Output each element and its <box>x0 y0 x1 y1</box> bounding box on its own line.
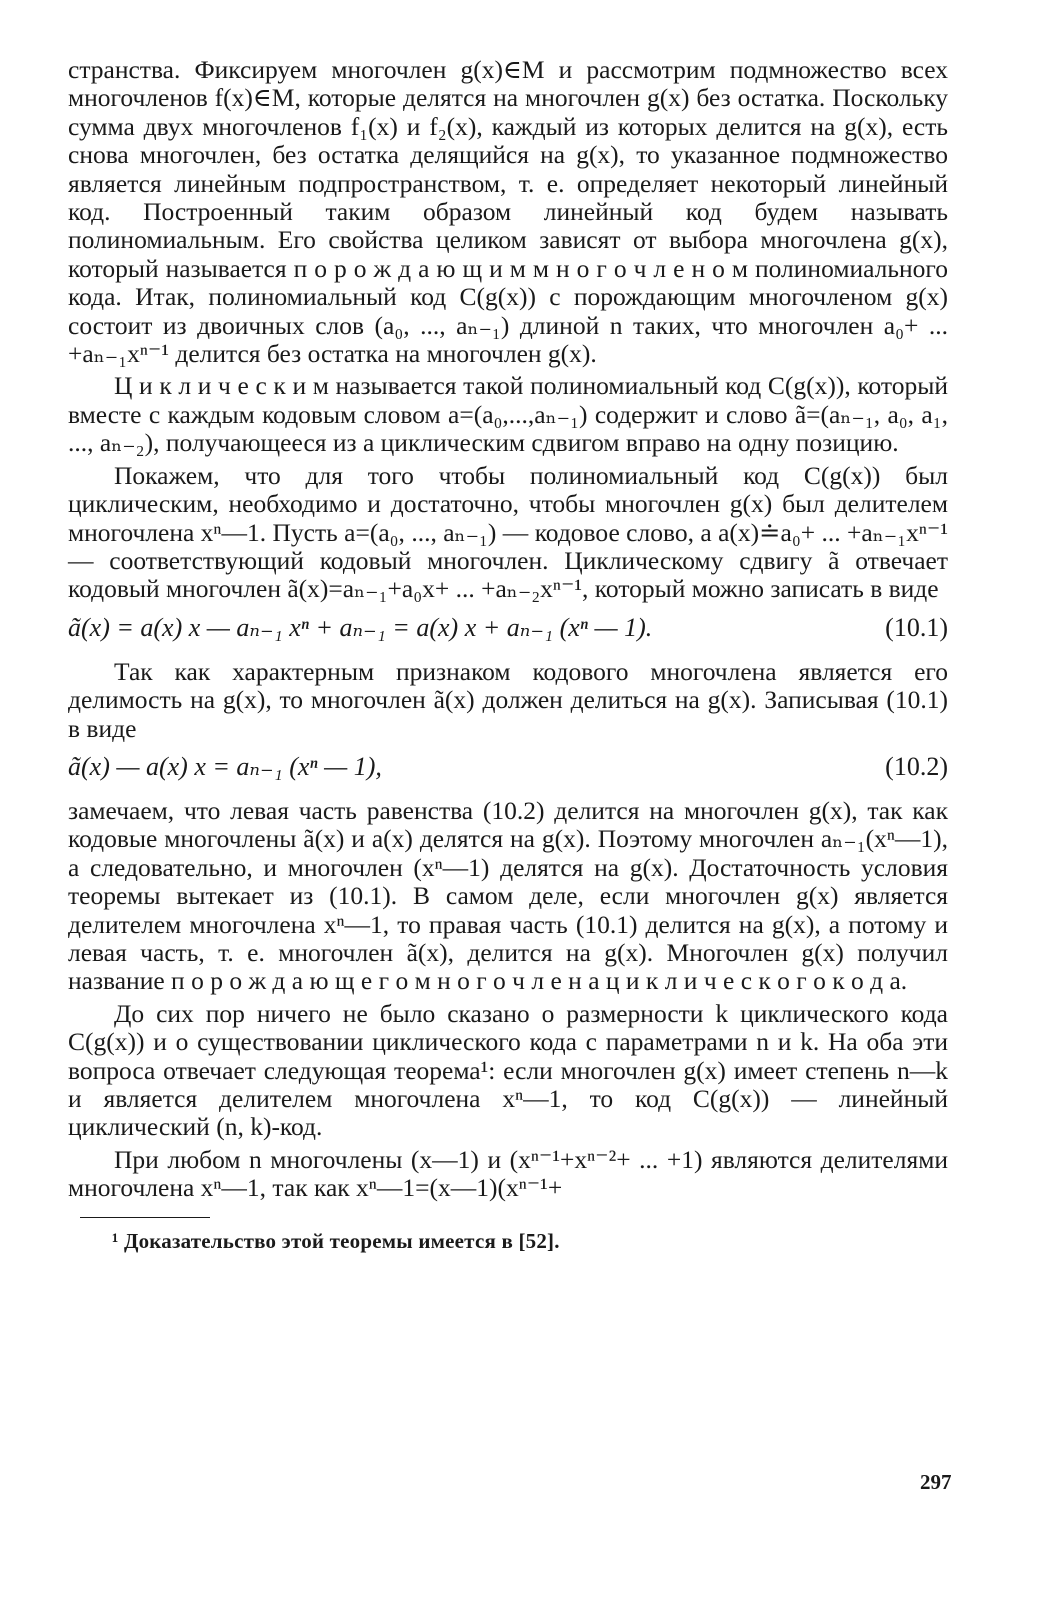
paragraph-4: Так как характерным признаком кодового многочлена является его делимость на g(x), то многочлен ã(x) должен делиться на g(x). Записывая (10.1) в виде <box>68 656 948 743</box>
paragraph-5: замечаем, что левая часть равенства (10.2) делится на многочлен g(x), так как кодовые многочлены ã(x) и a(x) делятся на g(x). Поэтому многочлен aₙ₋₁(xⁿ—1), а следовательно, и многочлен (xⁿ—1) делятся на g(x). Достаточность условия теоремы вытекает из (10.1). В самом деле, если многочлен g(x) является делителем многочлена xⁿ—1, то правая часть (10.1) делится на g(x), а потому и левая часть, т. е. многочлен ã(x), делится на g(x). Многочлен g(x) получил название п о р о ж д а ю щ е г о м н о г о ч л е н а ц и к л и ч е с к о г о к о д а. <box>68 795 948 996</box>
formula-10-2 <box>68 743 948 791</box>
paragraph-1: странства. Фиксируем многочлен g(x)∈M и рассмотрим подмножество всех многочленов f(x)∈M, которые делятся на многочлен g(x) без остатка. Поскольку сумма двух многочленов f₁(x) и f₂(x), каждый из которых делится на g(x), есть снова многочлен, без остатка делящийся на g(x), то указанное подмножество является линейным подпространством, т. е. определяет некоторый линейный код. Построенный таким образом линейный код будем называть полиномиальным. Его свойства целиком зависят от выбора многочлена g(x), который называется п о р о ж д а ю щ и м м н о г о ч л е н о м полиномиального кода. Итак, полиномиальный код C(g(x)) с порождающим многочленом g(x) состоит из двоичных слов (a₀, ..., aₙ₋₁) длиной n таких, что многочлен a₀+ ... +aₙ₋₁xⁿ⁻¹ делится без остатка на многочлен g(x). <box>68 55 948 369</box>
paragraph-6: До сих пор ничего не было сказано о размерности k циклического кода C(g(x)) и о существовании циклического кода с параметрами n и k. На оба эти вопроса отвечает следующая теорема¹: если многочлен g(x) имеет степень n—k и является делителем многочлена xⁿ—1, то код C(g(x)) — линейный циклический (n, k)-код. <box>68 998 948 1142</box>
paragraph-3: Покажем, что для того чтобы полиномиальный код C(g(x)) был циклическим, необходимо и достаточно, чтобы многочлен g(x) был делителем многочлена xⁿ—1. Пусть a=(a₀, ..., aₙ₋₁) — кодовое слово, а a(x)≐a₀+ ... +aₙ₋₁xⁿ⁻¹ — соответствующий кодовый многочлен. Циклическому сдвигу ã отвечает кодовый многочлен ã(x)=aₙ₋₁+a₀x+ ... +aₙ₋₂xⁿ⁻¹, который можно записать в виде <box>68 460 948 604</box>
page-number: 297 <box>920 1470 952 1494</box>
paragraph-2: Ц и к л и ч е с к и м называется такой полиномиальный код C(g(x)), который вместе с каждым кодовым словом a=(a₀,...,aₙ₋₁) содержит и слово ã=(aₙ₋₁, a₀, a₁, ..., aₙ₋₂), получающееся из a циклическим сдвигом вправо на одну позицию. <box>68 371 948 458</box>
formula-expression: ã(x) = a(x) x — aₙ₋₁ xⁿ + aₙ₋₁ = a(x) x + aₙ₋₁ (xⁿ — 1). <box>68 612 653 642</box>
footnote-divider <box>80 1217 210 1218</box>
footnote: ¹ Доказательство этой теоремы имеется в [52]. <box>112 1228 560 1253</box>
page-body <box>68 56 948 1254</box>
formula-expression: ã(x) — a(x) x = aₙ₋₁ (xⁿ — 1), <box>68 751 382 781</box>
formula-10-1 <box>68 604 948 652</box>
paragraph-7: При любом n многочлены (x—1) и (xⁿ⁻¹+xⁿ⁻²+ ... +1) являются делителями многочлена xⁿ—1, так как xⁿ—1=(x—1)(xⁿ⁻¹+ <box>68 1144 948 1203</box>
formula-number: (10.2) <box>885 751 948 781</box>
formula-number: (10.1) <box>885 612 948 642</box>
